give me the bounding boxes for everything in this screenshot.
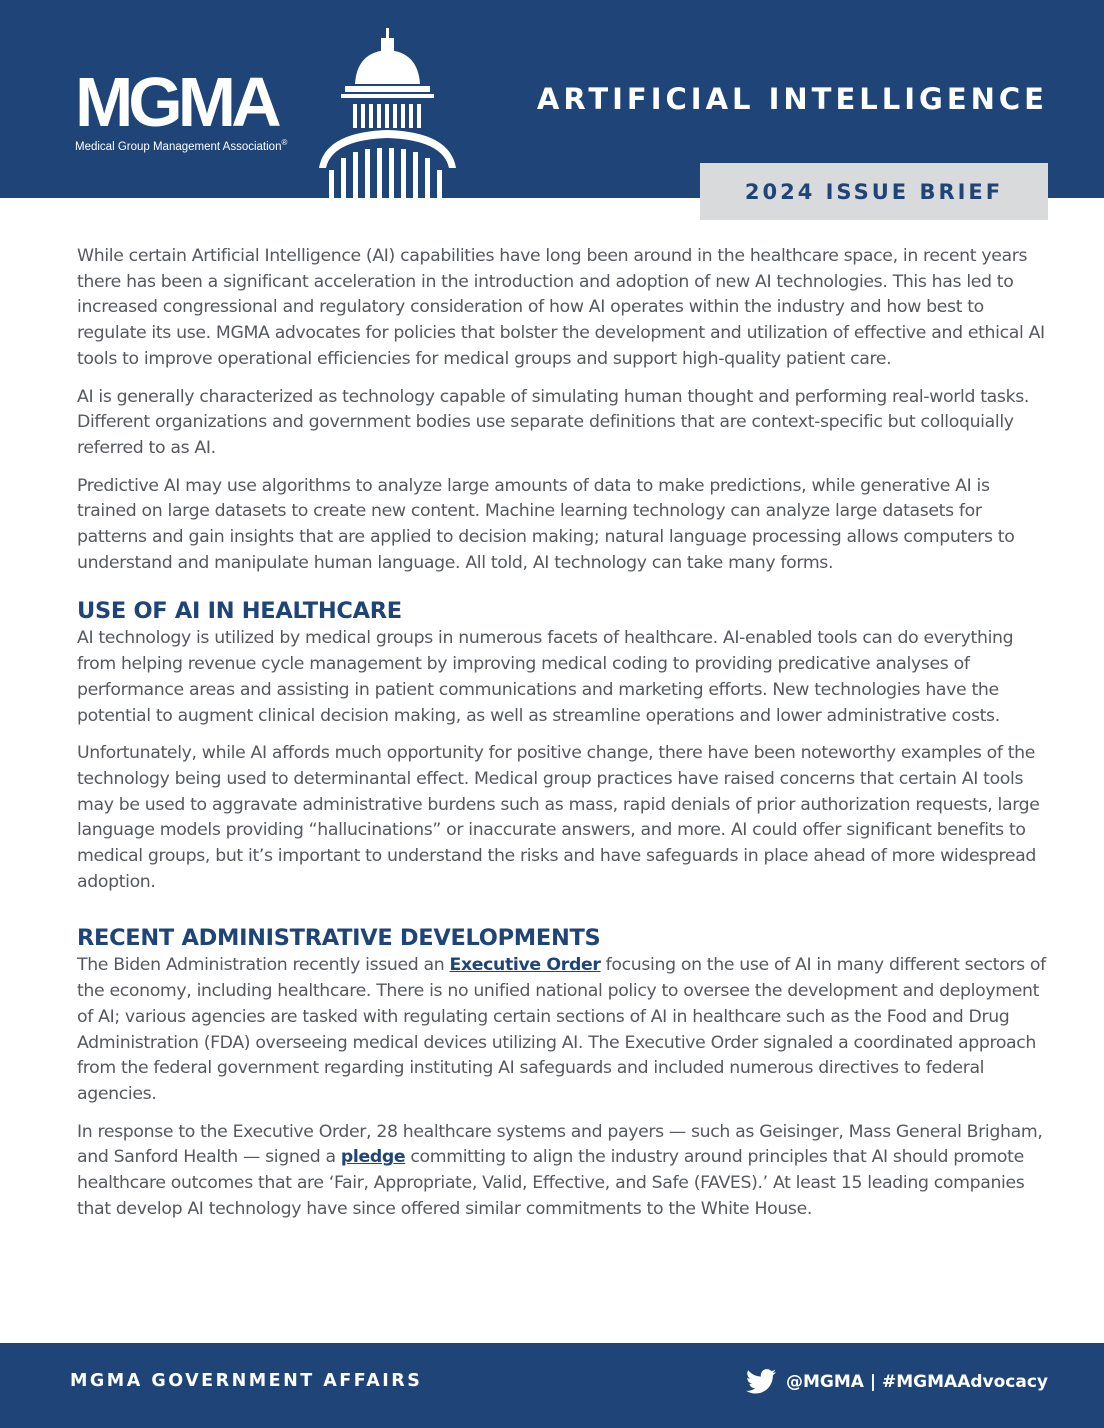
issue-brief-badge (700, 163, 1048, 220)
section-heading-admin: RECENT ADMINISTRATIVE DEVELOPMENTS (77, 925, 601, 952)
admin-p2-before: In response to the Executive Order, 28 healthcare systems and payers — such as Geisinger, Mass General Brigham, and Sanford Health — signed a (77, 1121, 1043, 1168)
footer-org-name: MGMA GOVERNMENT AFFAIRS (70, 1371, 423, 1391)
admin-p2-after: committing to align the industry around principles that AI should promote healthcare outcomes that are ‘Fair, Appropriate, Valid, Effective, and Safe (FAVES).’ At least 15 leading companies that develop AI technology have since offered similar commitments to the White House. (77, 1147, 1025, 1219)
footer-social (746, 1369, 1048, 1394)
logo-subtitle (75, 138, 305, 153)
mgma-logo[interactable] (75, 63, 305, 162)
capitol-dome-icon (315, 28, 460, 200)
admin-p1-before: The Biden Administration recently issued an (77, 955, 450, 976)
executive-order-link[interactable]: Executive Order (449, 955, 601, 976)
social-handles: @MGMA | #MGMAAdvocacy (786, 1371, 1048, 1392)
healthcare-paragraph-2: Unfortunately, while AI affords much opportunity for positive change, there have been noteworthy examples of the technology being used to determinantal effect. Medical group practices have raised concerns that certain AI tools may be used to aggravate administrative burdens such as mass, rapid denials of prior authorization requests, large language models providing “hallucinations” or inaccurate answers, and more. AI could offer significant benefits to medical groups, but it’s important to understand the risks and have safeguards in place ahead of more widespread adoption. (77, 743, 1040, 892)
pledge-link[interactable]: pledge (340, 1147, 406, 1168)
main-content (77, 244, 1047, 1235)
intro-paragraph-1: While certain Artificial Intelligence (AI) capabilities have long been around in the healthcare space, in recent years there has been a significant acceleration in the introduction and adoption of new AI technologies. This has led to increased congressional and regulatory consideration of how AI operates within the industry and how best to regulate its use. MGMA advocates for policies that bolster the development and utilization of effective and ethical AI tools to improve operational efficiencies for medical groups and support high-quality patient care. (77, 246, 1045, 369)
logo-subtitle-text: Medical Group Management Association (75, 140, 282, 153)
logo-wordmark: MGMA (75, 63, 277, 141)
intro-paragraph-3: Predictive AI may use algorithms to analyze large amounts of data to make predictions, while generative AI is trained on large datasets to create new content. Machine learning technology can analyze large datasets for patterns and gain insights that are applied to decision making; natural language processing allows computers to understand and manipulate human language. All told, AI technology can take many forms. (77, 475, 1015, 573)
footer-banner (0, 1343, 1104, 1428)
healthcare-paragraph-1: AI technology is utilized by medical groups in numerous facets of healthcare. AI-enabled tools can do everything from helping revenue cycle management by improving medical coding to providing predicative analyses of performance areas and assisting in patient communications and marketing efforts. New technologies have the potential to augment clinical decision making, as well as streamline operations and lower administrative costs. (77, 628, 1014, 726)
page-title: ARTIFICIAL INTELLIGENCE (536, 82, 1048, 116)
twitter-icon[interactable] (746, 1369, 776, 1394)
issue-brief-label: 2024 ISSUE BRIEF (744, 179, 1004, 204)
registered-mark: ® (281, 138, 288, 147)
admin-p1-after: focusing on the use of AI in many different sectors of the economy, including healthcare. There is no unified national policy to oversee the development and deployment of AI; various agencies are tasked with regulating certain sections of AI in healthcare such as the Food and Drug Administration (FDA) overseeing medical devices utilizing AI. The Executive Order signaled a coordinated approach from the federal government regarding instituting AI safeguards and included numerous directives to federal agencies. (77, 955, 1046, 1104)
admin-paragraph-1 (77, 953, 1047, 1107)
intro-paragraph-2: AI is generally characterized as technology capable of simulating human thought and performing real-world tasks. Different organizations and government bodies use separate definitions that are context-specific but colloquially referred to as AI. (77, 386, 1030, 458)
section-heading-healthcare: USE OF AI IN HEALTHCARE (77, 598, 402, 625)
admin-paragraph-2 (77, 1120, 1047, 1223)
